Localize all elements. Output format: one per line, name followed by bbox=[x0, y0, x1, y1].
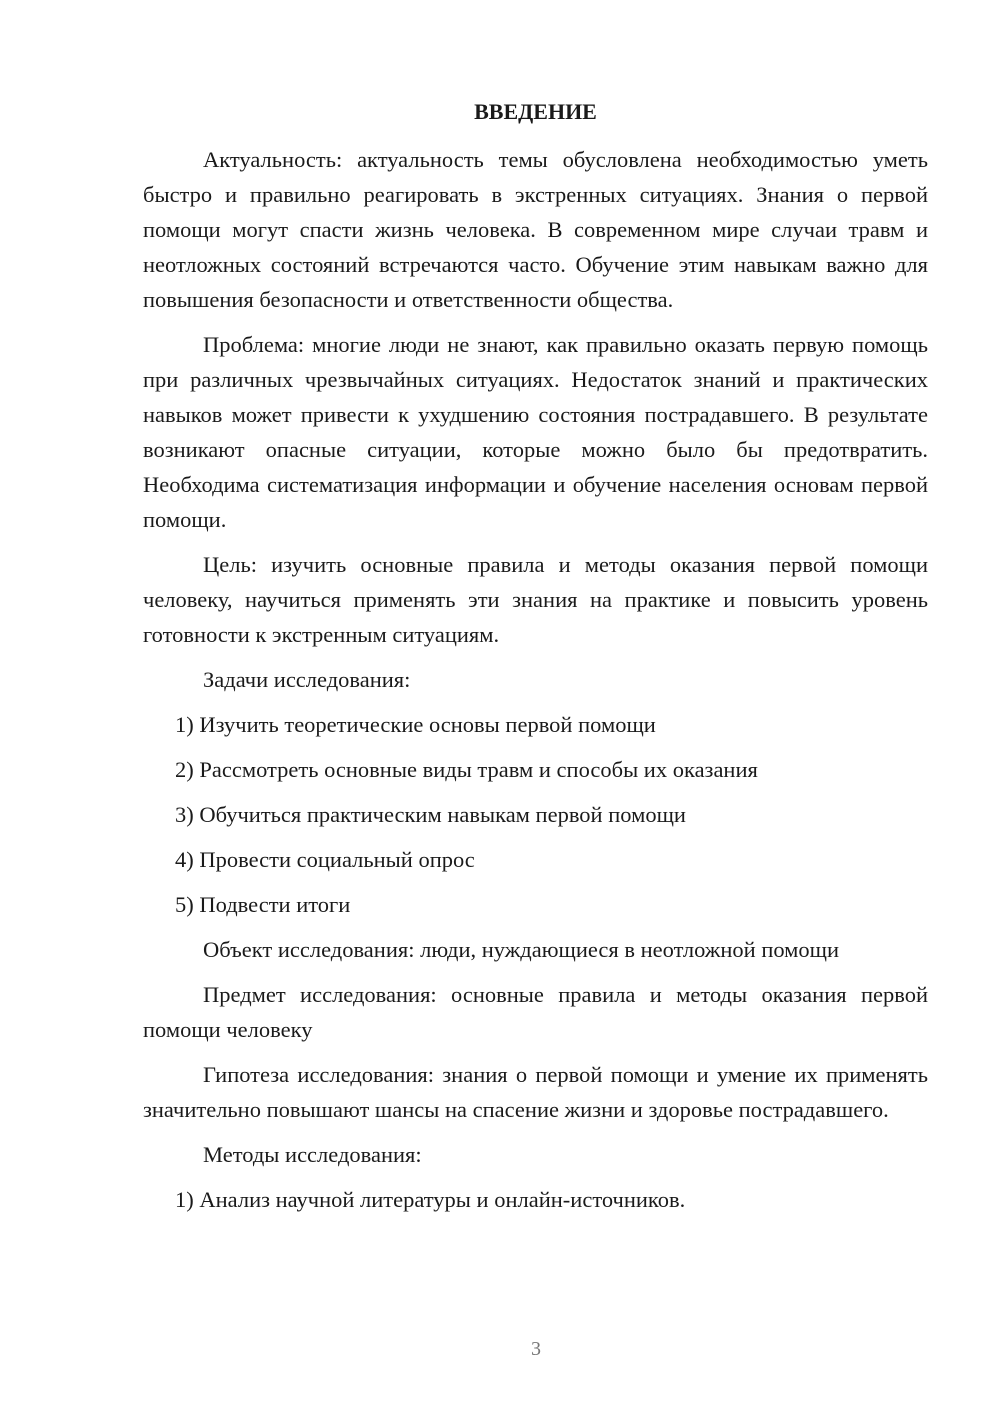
list-item: 5) Подвести итоги bbox=[175, 892, 351, 917]
problem-paragraph: Проблема: многие люди не знают, как правильно оказать первую помощь при различных чрезвычайных ситуациях. Недостаток знаний и практических навыков может привести к ухудшению состояния пострадавшего. В результате возникают опасные ситуации, которые можно было бы предотвратить. Необходима систематизация информации и обучение населения основам первой помощи. bbox=[143, 332, 928, 532]
goal-paragraph: Цель: изучить основные правила и методы оказания первой помощи человеку, научиться применять эти знания на практике и повысить уровень готовности к экстренным ситуациям. bbox=[143, 552, 928, 647]
list-item: 1) Изучить теоретические основы первой помощи bbox=[175, 712, 656, 737]
page-content bbox=[143, 94, 928, 1227]
list-item: 4) Провести социальный опрос bbox=[175, 847, 475, 872]
tasks-heading: Задачи исследования: bbox=[203, 667, 411, 692]
list-item: 3) Обучиться практическим навыкам первой помощи bbox=[175, 802, 686, 827]
page-title: ВВЕДЕНИЕ bbox=[474, 99, 597, 124]
list-item: 2) Рассмотреть основные виды травм и способы их оказания bbox=[175, 757, 758, 782]
methods-list bbox=[143, 1182, 928, 1217]
list-item: 1) Анализ научной литературы и онлайн-источников. bbox=[175, 1187, 686, 1212]
page-number: 3 bbox=[531, 1338, 541, 1360]
methods-heading: Методы исследования: bbox=[203, 1142, 422, 1167]
object-paragraph: Объект исследования: люди, нуждающиеся в неотложной помощи bbox=[203, 937, 840, 962]
subject-paragraph: Предмет исследования: основные правила и методы оказания первой помощи человеку bbox=[143, 982, 928, 1042]
relevance-paragraph: Актуальность: актуальность темы обусловлена необходимостью уметь быстро и правильно реагировать в экстренных ситуациях. Знания о первой помощи могут спасти жизнь человека. В современном мире случаи травм и неотложных состояний встречаются часто. Обучение этим навыкам важно для повышения безопасности и ответственности общества. bbox=[143, 147, 928, 312]
hypothesis-paragraph: Гипотеза исследования: знания о первой помощи и умение их применять значительно повышают шансы на спасение жизни и здоровье пострадавшего. bbox=[143, 1062, 928, 1122]
tasks-list bbox=[143, 707, 928, 922]
